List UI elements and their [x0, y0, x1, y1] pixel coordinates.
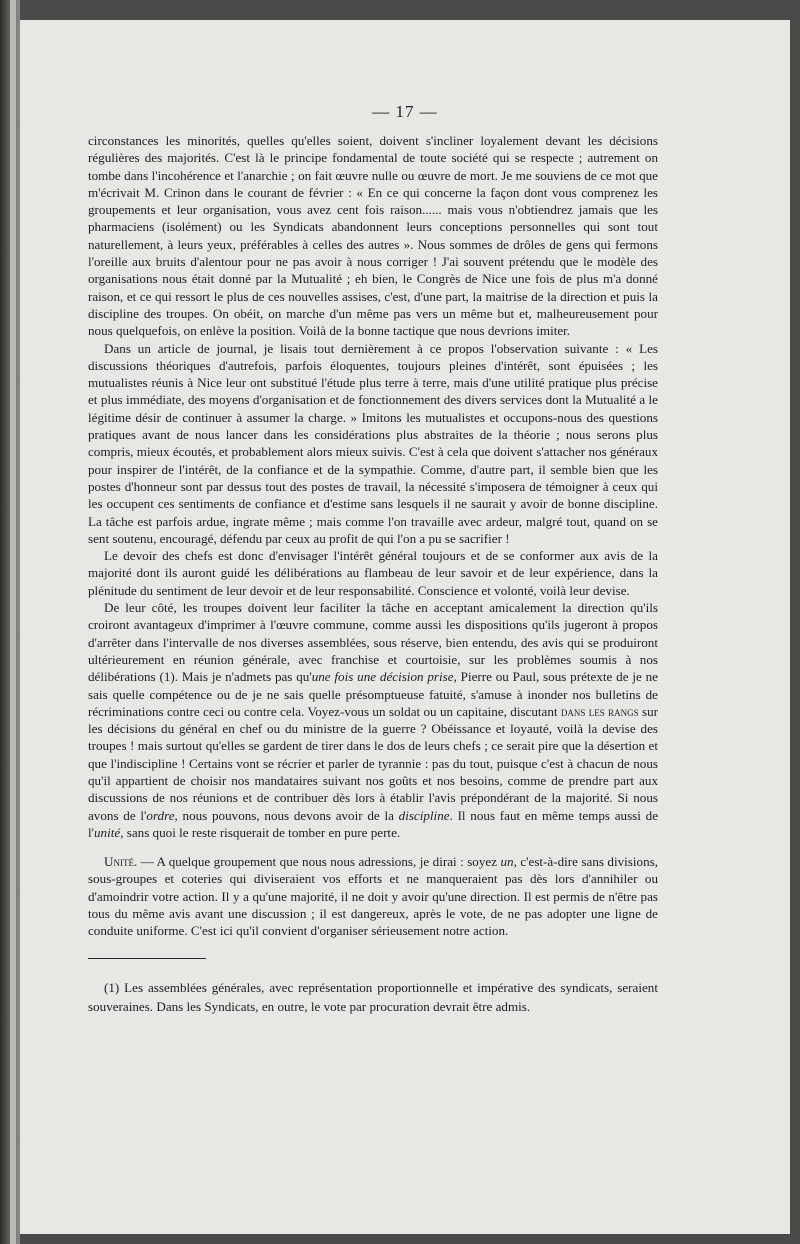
- small-caps-run: dans les rangs: [560, 703, 639, 719]
- footnote-divider: [88, 958, 206, 959]
- text-run: De leur côté, les troupes doivent leur faciliter la tâche en acceptant amicalement la direction qu'ils croiront avantageux d'imprimer à l'œuvre commune, comme aussi les dispositions qu'ils jugeront à propos d'arrêter dans l'intervalle de nos diverses assemblées, sous réserve, bien entendu, des avis qui se produiront ultérieurement en réunion générale, avec franchise et courtoisie, sur les problèmes soumis à nos délibérations (1). Mais je n'admets pas qu': [88, 600, 658, 685]
- document-page: [20, 20, 790, 1234]
- page-number: — 17 —: [372, 102, 438, 121]
- italic-run: un: [500, 854, 514, 870]
- text-run: , c'est-à-dire sans divisions, sous-groupes et coteries qui diviseraient vos efforts et ne manqueraient pas dès lors d'annihiler ou d'amoindrir votre action. Il y a qu'une majorité, il ne doit y avoir qu'une direction. Il est permis de n'être pas tous du même avis avant une discussion ; il est dangereux, après le vote, de ne pas adopter une ligne de conduite uniforme. C'est ici qu'il convient d'organiser sérieusement notre action.: [88, 854, 658, 939]
- page-edge: [10, 0, 16, 1244]
- paragraph-5: [88, 853, 658, 939]
- text-run: , sans quoi le reste risquerait de tomber en pure perte.: [120, 824, 401, 840]
- paragraph-2: Dans un article de journal, je lisais tout dernièrement à ce propos l'observation suivante : « Les discussions théoriques d'autrefois, parfois éloquentes, toujours pleines d'intérêt, sont épuisées ; les mutualistes réunis à Nice leur ont substitué l'étude plus terre à terre, mais d'une utilité pratique plus précise et plus immédiate, des moyens d'organisation et de fonctionnement des divers services dont la Mutualité a le légitime désir de continuer à assumer la charge. » Imitons les mutualistes et occupons-nous des questions pratiques avant de nous lancer dans les considérations plus abstraites de la théorie ; nous serons plus compris, mieux écoutés, et probablement alors mieux suivis. C'est à cela que doivent s'attacher nos généraux pour inspirer de l'intérêt, de la confiance et de la sympathie. Comme, d'autre part, il semble bien que les postes d'honneur sont par dessus tout des postes de travail, la nécessité s'imposera de témoigner à ceux qui les occupent ces sentiments de confiance et d'estime sans lesquels il ne saurait y avoir de bonne discipline. La tâche est parfois ardue, ingrate même ; mais comme l'on travaille avec ardeur, malgré tout, quand on se sent soutenu, encouragé, défendu par ceux au profit de qui l'on a pu se sacrifier !: [88, 340, 658, 546]
- italic-run: une fois une décision prise: [311, 669, 454, 685]
- text-run: , nous pouvons, nous devons avoir de la: [174, 807, 399, 823]
- paragraph-1: circonstances les minorités, quelles qu'elles soient, doivent s'incliner loyalement devant les décisions régulières des majorités. C'est là le principe fondamental de toute société qui se respecte ; autrement on tombe dans l'incohérence et l'anarchie ; on fait œuvre nulle ou œuvre de mort. Je me souviens de ce mot que m'écrivait M. Crinon dans le courant de février : « En ce qui concerne la façon dont vous comprenez les groupements et leur organisation, vous avez cent fois raison...... mais vous n'obtiendrez jamais que les pharmaciens (isolément) ou les Syndicats abandonnent leurs conceptions personnelles qui sont tout naturellement, à leurs yeux, préférables à celles des autres ». Nous sommes de drôles de gens qui fermons l'oreille aux bruits d'alentour pour ne pas avoir à nous corriger ! J'ai souvent prétendu que le modèle des organisations nous était donné par la Mutualité ; eh bien, le Congrès de Nice une fois de plus m'a donné raison, et ce qui ressort le plus de ces nouvelles assises, c'est, d'une part, la maitrise de la direction et puis la discipline des troupes. On obéit, on marche d'un même pas vers un même but et, malheureusement pour nous quelquefois, on enlève la position. Voilà de la bonne tactique que nous devrions imiter.: [88, 133, 658, 339]
- paragraph-3: Le devoir des chefs est donc d'envisager l'intérêt général toujours et de se conformer aux avis de la majorité dont ils auront guidé les délibérations au flambeau de leur savoir et de leur expérience, dans la plénitude du sentiment de leur devoir et de leur responsabilité. Conscience et volonté, voilà leur devise.: [88, 548, 658, 598]
- paragraph-4: [88, 599, 658, 841]
- text-run: — A quelque groupement que nous nous adressions, je dirai : soyez: [137, 854, 501, 870]
- text-run: , Pierre ou Paul, sous prétexte de je ne sais quelle compétence ou de je ne sais quelle présomptueuse fatuité, s'amuse à inonder nos bulletins de récriminations contre ceci ou contre cela. Voyez-vous un soldat ou un capitaine, discutant: [88, 669, 658, 719]
- italic-run: unité: [94, 824, 121, 840]
- footnote-text: (1) Les assemblées générales, avec représentation proportionnelle et impérative des syndicats, seraient souveraines. Dans les Syndicats, en outre, le vote par procuration devrait être admis.: [88, 980, 658, 1014]
- body-text: [88, 132, 658, 940]
- italic-run: discipline: [398, 807, 450, 823]
- italic-run: ordre: [146, 807, 175, 823]
- text-run: . Il nous faut en même temps aussi de l': [88, 807, 659, 840]
- footnote: [88, 978, 658, 1016]
- section-heading: Unité.: [104, 854, 138, 870]
- text-run: sur les décisions du général en chef ou du ministre de la guerre ? Obéissance et loyauté, voilà la devise des troupes ! mais surtout qu'elles se gardent de tirer dans le dos de leurs chefs ; ce serait pire que la désertion et que l'indiscipline ! Certains vont se récrier et parler de tyrannie : pas du tout, puisque c'est à chacun de nous qu'il appartient de choisir nos mandataires suivant nos goûts et nos besoins, comme de prendre part aux discussions de nos réunions et de contribuer dès lors à établir l'avis prépondérant de la majorité. Si nous avons de l': [88, 703, 659, 823]
